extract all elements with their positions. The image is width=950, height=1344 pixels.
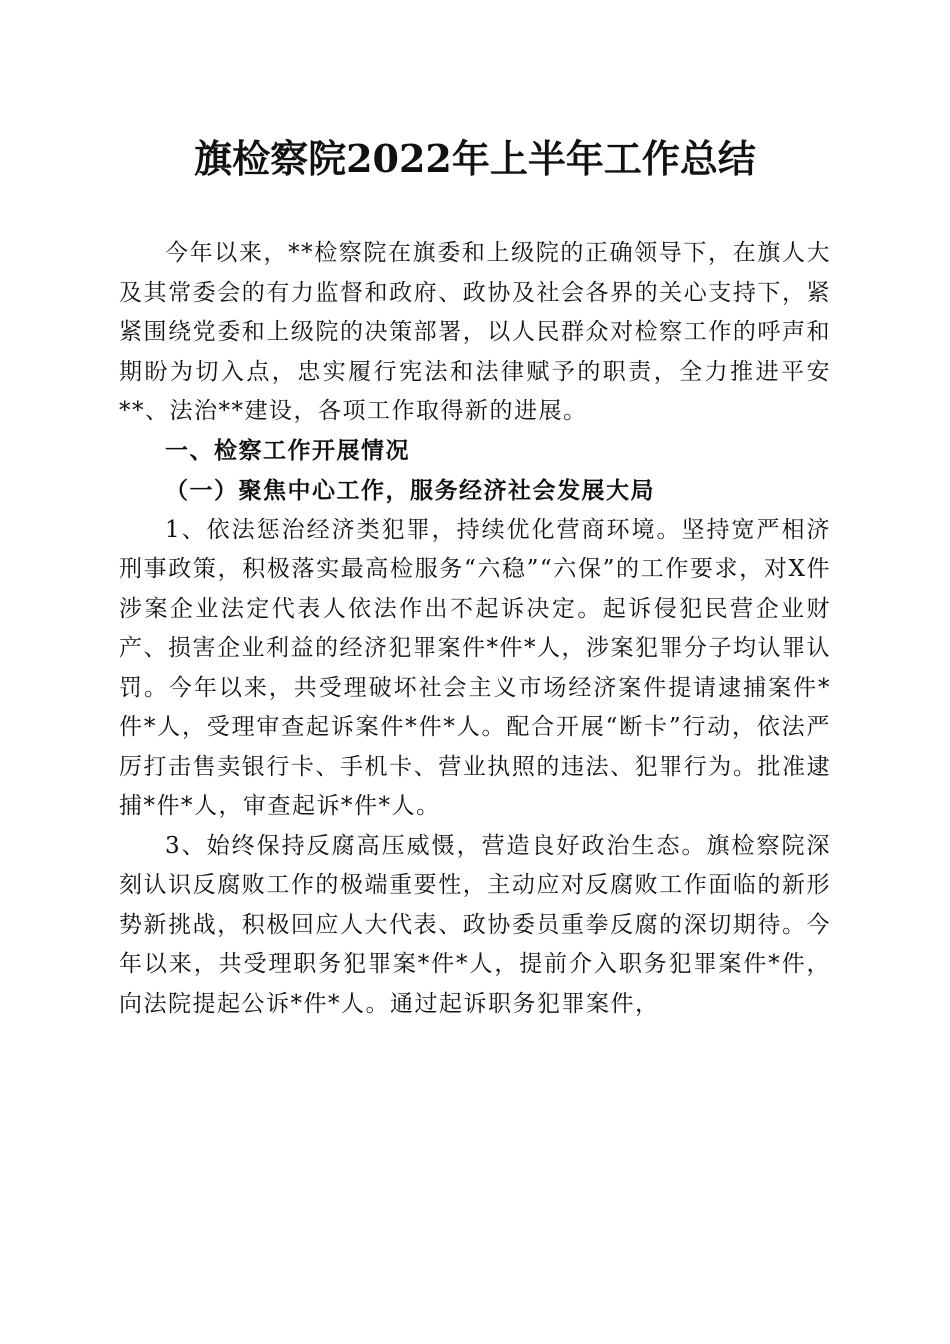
subsection-heading: （一）聚焦中心工作，服务经济社会发展大局 <box>165 477 655 504</box>
document-body <box>119 234 831 1024</box>
body-paragraph-anti-corruption: 3、始终保持反腐高压威慑，营造良好政治生态。旗检察院深刻认识反腐败工作的极端重要性，主动应对反腐败工作面临的新形势新挑战，积极回应人大代表、政协委员重拳反腐的深切期待。今年以来，共受理职务犯罪案*件*人，提前介入职务犯罪案件*件，向法院提起公诉*件*人。通过起诉职务犯罪案件， <box>119 832 831 1017</box>
document-title: 旗检察院2022年上半年工作总结 <box>194 136 756 181</box>
section-heading: 一、检察工作开展情况 <box>165 437 410 464</box>
intro-paragraph: 今年以来，**检察院在旗委和上级院的正确领导下，在旗人大及其常委会的有力监督和政府、政协及社会各界的关心支持下，紧紧围绕党委和上级院的决策部署，以人民群众对检察工作的呼声和期盼为切入点，忠实履行宪法和法律赋予的职责，全力推进平安**、法治**建设，各项工作取得新的进展。 <box>119 240 831 424</box>
body-paragraph-economic-crime: 1、依法惩治经济类犯罪，持续优化营商环境。坚持宽严相济刑事政策，积极落实最高检服务“六稳”“六保”的工作要求，对X件涉案企业法定代表人依法作出不起诉决定。起诉侵犯民营企业财产、损害企业利益的经济犯罪案件*件*人，涉案犯罪分子均认罪认罚。今年以来，共受理破坏社会主义市场经济案件提请逮捕案件*件*人，受理审查起诉案件*件*人。配合开展“断卡”行动，依法严厉打击售卖银行卡、手机卡、营业执照的违法、犯罪行为。批准逮捕*件*人，审查起诉*件*人。 <box>119 516 831 819</box>
